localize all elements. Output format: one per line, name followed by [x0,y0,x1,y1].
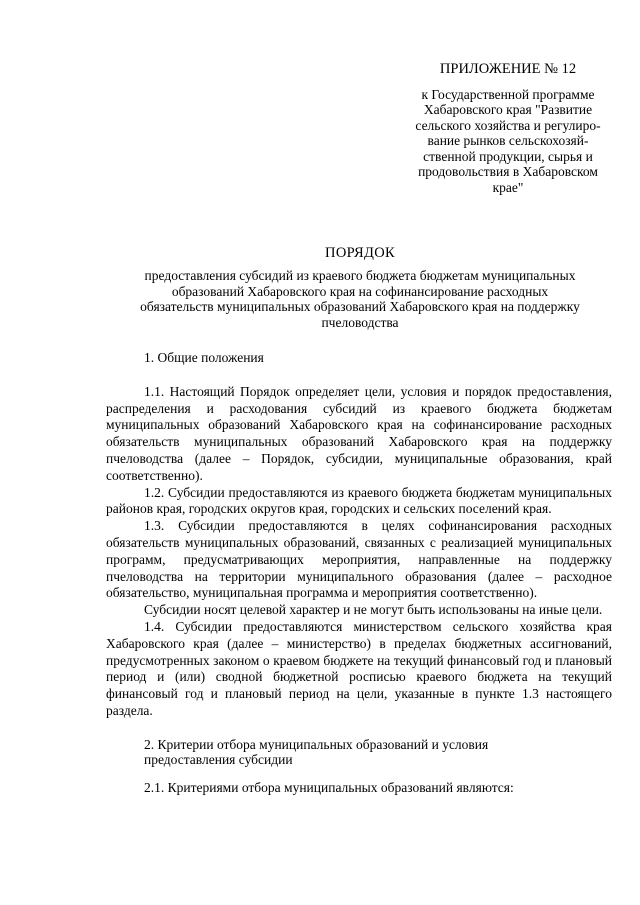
appendix-line: ственной продукции, сырья и [423,148,593,164]
appendix-number: ПРИЛОЖЕНИЕ № 12 [439,61,577,77]
paragraph-1-2: 1.2. Субсидии предоставляются из краевого бюджета бюджетам муниципальных районов края, городских округов края, городских и сельских поселений края. [106,484,612,517]
section-1-heading: 1. Общие положения [144,350,264,365]
subtitle-line: предоставления субсидий из краевого бюджета бюджетам муниципальных [144,268,576,283]
appendix-line: сельского хозяйства и регулиро- [415,117,601,133]
subtitle-line: пчеловодства [321,314,399,330]
subtitle-line: обязательств муниципальных образований Хабаровского края на поддержку [140,299,580,314]
paragraph-1-3: 1.3. Субсидии предоставляются в целях софинансирования расходных обязательств муниципальных образований, связанных с реализацией муниципальных программ, предусматривающих мероприятия, направленные на поддержку пчеловодства на территории муниципального образования (далее – расходное обязательство, муниципальная программа и мероприятия соответственно). [106,518,612,601]
appendix-line: продовольствия в Хабаровском [418,164,598,179]
appendix-line: Хабаровского края "Развитие [423,102,593,117]
appendix-line: крае" [492,179,524,195]
appendix-line: к Государственной программе [421,86,595,102]
paragraph-1-3-note: Субсидии носят целевой характер и не могут быть использованы на иные цели. [144,602,603,618]
document-title: ПОРЯДОК [325,245,395,261]
appendix-line: вание рынков сельскохозяй- [427,133,589,148]
paragraph-1-1: 1.1. Настоящий Порядок определяет цели, условия и порядок предоставления, распределения и расходования субсидий из краевого бюджета бюджетам муниципальных образований Хабаровского края на софинансирование расходных обязательств муниципальных образований Хабаровского края на поддержку пчеловодства (далее – Порядок, субсидии, муниципальные образования, край соответственно). [106,383,612,483]
section-2-heading [106,737,612,768]
subtitle-line: образований Хабаровского края на софинансирование расходных [171,283,549,299]
paragraph-1-4: 1.4. Субсидии предоставляются министерством сельского хозяйства края Хабаровского края (далее – министерство) в пределах бюджетных ассигнований, предусмотренных законом о краевом бюджете на текущий финансовый год и плановый период и (или) сводной бюджетной росписью краевого бюджета на текущий финансовый год и плановый период на цели, указанные в пункте 1.3 настоящего раздела. [106,618,612,718]
document-subtitle [100,268,620,330]
paragraph-2-1: 2.1. Критериями отбора муниципальных образований являются: [144,779,514,795]
document-body [106,350,612,797]
section-2-heading-line: 2. Критерии отбора муниципальных образований и условия [144,736,489,752]
appendix-block [392,62,624,195]
section-2-heading-line: предоставления субсидии [144,752,293,768]
